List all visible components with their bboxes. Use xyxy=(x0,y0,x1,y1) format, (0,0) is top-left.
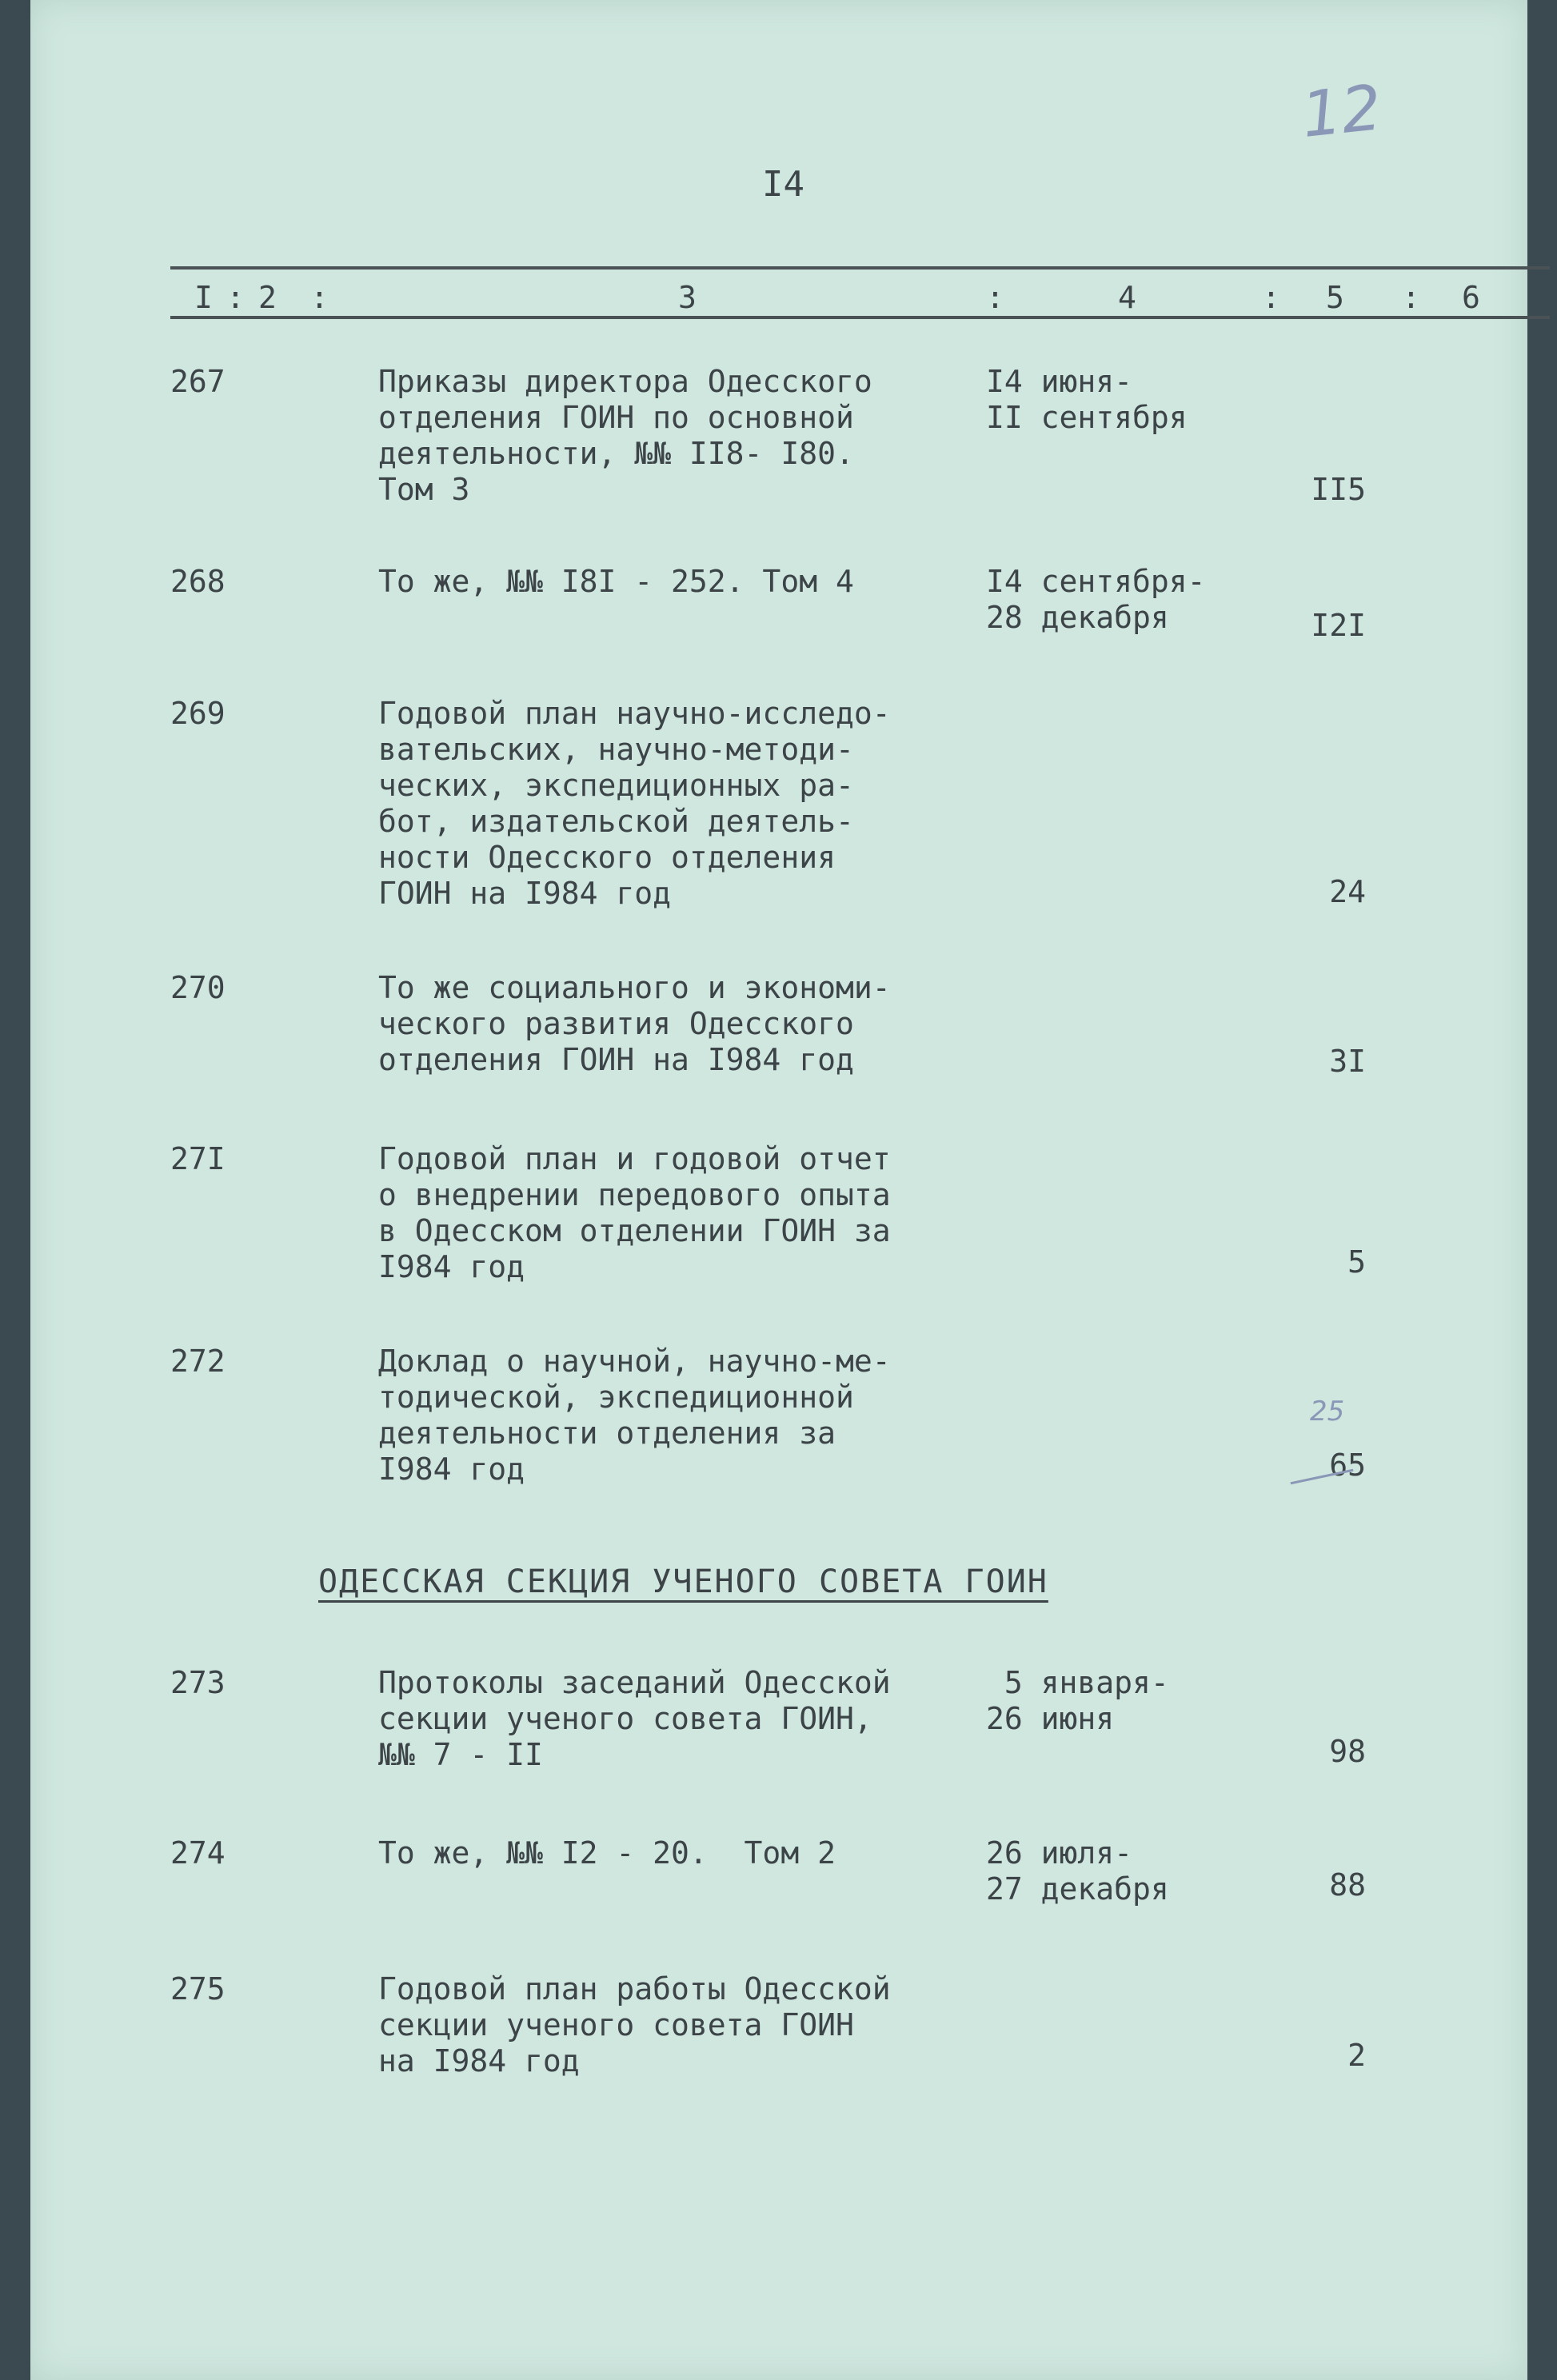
entry-dates: I4 июня- II сентября xyxy=(986,364,1188,435)
column-header-1: I xyxy=(194,280,213,315)
entry-number: 274 xyxy=(170,1835,226,1871)
handwritten-correction: 25 xyxy=(1310,1396,1345,1428)
entry-sheet-count: 5 xyxy=(1347,1244,1366,1280)
column-header-2: 2 xyxy=(258,280,277,315)
handwritten-folio-number: 12 xyxy=(1298,72,1385,152)
entry-sheet-count: 2 xyxy=(1347,2038,1366,2073)
entry-sheet-count: 88 xyxy=(1329,1867,1366,1903)
entry-number: 269 xyxy=(170,696,226,731)
entry-dates: 5 января- 26 июня xyxy=(986,1665,1169,1736)
entry-sheet-count: I2I xyxy=(1311,608,1366,643)
entry-sheet-count: 3I xyxy=(1329,1044,1366,1079)
section-heading: ОДЕССКАЯ СЕКЦИЯ УЧЕНОГО СОВЕТА ГОИН xyxy=(318,1563,1048,1600)
column-header-separator: : xyxy=(986,280,1004,315)
column-header-separator: : xyxy=(1402,280,1420,315)
header-top-rule xyxy=(170,266,1550,270)
column-header-separator: : xyxy=(226,280,245,315)
entry-number: 267 xyxy=(170,364,226,399)
column-header-separator: : xyxy=(310,280,329,315)
entry-number: 275 xyxy=(170,1971,226,2007)
entry-title: Годовой план и годовой отчет о внедрении передового опыта в Одесском отделении ГОИН за I984 год xyxy=(378,1141,891,1284)
column-header-6: 6 xyxy=(1462,280,1480,315)
entry-number: 270 xyxy=(170,970,226,1005)
entry-number: 273 xyxy=(170,1665,226,1700)
entry-title: Годовой план работы Одесской секции ученого совета ГОИН на I984 год xyxy=(378,1971,891,2079)
entry-title: Доклад о научной, научно-ме- тодической, экспедиционной деятельности отделения за I984 год xyxy=(378,1344,891,1487)
header-bottom-rule xyxy=(170,316,1550,319)
column-header-4: 4 xyxy=(1118,280,1136,315)
entry-title: Годовой план научно-исследо- вательских, научно-методи- ческих, экспедиционных ра- бот, издательской деятель- ности Одесского отделения ГОИН на I984 год xyxy=(378,696,891,911)
entry-number: 272 xyxy=(170,1344,226,1379)
entry-title: То же социального и экономи- ческого развития Одесского отделения ГОИН на I984 год xyxy=(378,970,891,1077)
column-header-3: 3 xyxy=(678,280,697,315)
entry-title: Протоколы заседаний Одесской секции ученого совета ГОИН, №№ 7 - II xyxy=(378,1665,891,1772)
page-number: I4 xyxy=(762,164,804,205)
column-header-5: 5 xyxy=(1326,280,1344,315)
entry-title: То же, №№ I8I - 252. Том 4 xyxy=(378,564,854,599)
entry-sheet-count: 24 xyxy=(1329,874,1366,909)
entry-number: 27I xyxy=(170,1141,226,1176)
entry-number: 268 xyxy=(170,564,226,599)
entry-title: Приказы директора Одесского отделения ГОИН по основной деятельности, №№ II8- I80. Том 3 xyxy=(378,364,872,507)
entry-sheet-count: 98 xyxy=(1329,1734,1366,1769)
entry-dates: I4 сентября- 28 декабря xyxy=(986,564,1206,635)
entry-title: То же, №№ I2 - 20. Том 2 xyxy=(378,1835,836,1871)
entry-sheet-count: II5 xyxy=(1311,472,1366,507)
document-page xyxy=(30,0,1527,2380)
column-header-separator: : xyxy=(1262,280,1280,315)
entry-sheet-count: 65 xyxy=(1329,1448,1366,1483)
entry-dates: 26 июля- 27 декабря xyxy=(986,1835,1169,1907)
